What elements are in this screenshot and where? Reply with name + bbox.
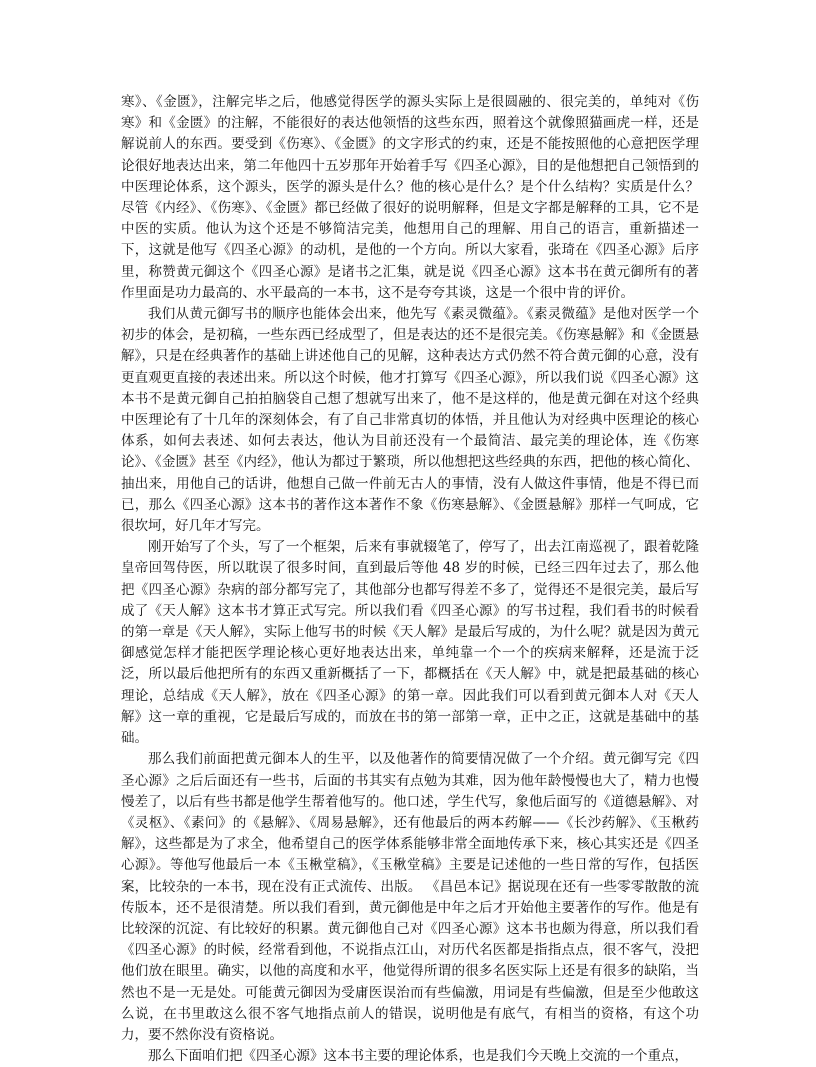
document-body bbox=[121, 92, 699, 1067]
paragraph-4: 那么我们前面把黄元御本人的生平，以及他著作的简要情况做了一个介绍。黄元御写完《四圣心源》之后后面还有一些书，后面的书其实有点勉为其难，因为他年龄慢慢也大了，精力也慢慢差了，以后有些书都是他学生帮着他写的。他口述，学生代写，象他后面写的《道德悬解》、对《灵枢》、《素问》的《悬解》、《周易悬解》，还有他最后的两本药解——《长沙药解》、《玉楸药解》，这些都是为了求全，他希望自己的医学体系能够非常全面地传承下来，核心其实还是《四圣心源》。等他写他最后一本《玉楸堂稿》，《玉楸堂稿》主要是记述他的一些日常的写作，包括医案，比较杂的一本书，现在没有正式流传、出版。 《昌邑本记》据说现在还有一些零零散散的流传版本，还不是很清楚。所以我们看到，黄元御他是中年之后才开始他主要著作的写作。他是有比较深的沉淀、有比较好的积累。黄元御他自己对《四圣心源》这本书也颇为得意，所以我们看《四圣心源》的时候，经常看到他，不说指点江山，对历代名医都是指指点点，很不客气，没把他们放在眼里。确实，以他的高度和水平，他觉得所谓的很多名医实际上还是有很多的缺陷，当然也不是一无是处。可能黄元御因为受庸医误治而有些偏激，用词是有些偏激，但是至少他敢这么说，在书里敢这么很不客气地指点前人的错误，说明他是有底气，有相当的资格，有这个功力，要不然你没有资格说。 bbox=[121, 751, 699, 1043]
paragraph-3: 刚开始写了个头，写了一个框架，后来有事就辍笔了，停写了，出去江南巡视了，跟着乾隆皇帝回驾侍医，所以耽误了很多时间，直到最后等他 48 岁的时候，已经三四年过去了，那么他把《四圣心源》杂病的部分都写完了，其他部分也都写得差不多了，觉得还不是很完美，最后写成了《天人解》这本书才算正式写完。所以我们看《四圣心源》的写书过程，我们看书的时候看的第一章是《天人解》，实际上他写书的时候《天人解》是最后写成的，为什么呢？就是因为黄元御感觉怎样才能把医学理论核心更好地表达出来，单纯靠一个一个的疾病来解释，还是流于泛泛，所以最后他把所有的东西又重新概括了一下，都概括在《天人解》中，就是把最基础的核心理论，总结成《天人解》，放在《四圣心源》的第一章。因此我们可以看到黄元御本人对《天人解》这一章的重视，它是最后写成的，而放在书的第一部第一章，正中之正，这就是基础中的基础。 bbox=[121, 539, 699, 747]
paragraph-5: 那么下面咱们把《四圣心源》这本书主要的理论体系，也是我们今天晚上交流的一个重点， bbox=[148, 1048, 688, 1065]
paragraph-2: 我们从黄元御写书的顺序也能体会出来，他先写《素灵微蕴》。《素灵微蕴》是他对医学一个初步的体会，是初稿，一些东西已经成型了，但是表达的还不是很完美。《伤寒悬解》和《金匮悬解》，只是在经典著作的基础上讲述他自己的见解，这种表达方式仍然不符合黄元御的心意，没有更直观更直接的表述出来。所以这个时候，他才打算写《四圣心源》，所以我们说《四圣心源》这本书不是黄元御自己拍拍脑袋自己想了想就写出来了，他不是这样的，他是黄元御在对这个经典中医理论有了十几年的深刻体会，有了自己非常真切的体悟，并且他认为对经典中医理论的核心体系，如何去表述、如何去表达，他认为目前还没有一个最简洁、最完美的理论体，连《伤寒论》、《金匮》甚至《内经》，他认为都过于繁琐，所以他想把这些经典的东西，把他的核心简化、抽出来，用他自己的话讲，他想自己做一件前无古人的事情，没有人做这件事情，他是不得已而已，那么《四圣心源》这本书的著作这本著作不象《伤寒悬解》、《金匮悬解》那样一气呵成，它很坎坷，好几年才写完。 bbox=[121, 306, 699, 535]
paragraph-1: 寒》、《金匮》，注解完毕之后，他感觉得医学的源头实际上是很圆融的、很完美的，单纯对《伤寒》和《金匮》的注解，不能很好的表达他领悟的这些东西，照着这个就像照猫画虎一样，还是解说前人的东西。要受到《伤寒》、《金匮》的文字形式的约束，还是不能按照他的心意把医学理论很好地表达出来，第二年他四十五岁那年开始着手写《四圣心源》，目的是他想把自己领悟到的中医理论体系，这个源头，医学的源头是什么？他的核心是什么？是个什么结构？实质是什么？尽管《内经》、《伤寒》、《金匮》都已经做了很好的说明解释，但是文字都是解释的工具，它不是中医的实质。他认为这个还是不够简洁完美，他想用自己的理解、用自己的语言，重新描述一下，这就是他写《四圣心源》的动机，是他的一个方向。所以大家看，张琦在《四圣心源》后序里，称赞黄元御这个《四圣心源》是诸书之汇集，就是说《四圣心源》这本书在黄元御所有的著作里面是功力最高的、水平最高的一本书，这不是夸夸其谈，这是一个很中肯的评价。 bbox=[121, 94, 699, 301]
